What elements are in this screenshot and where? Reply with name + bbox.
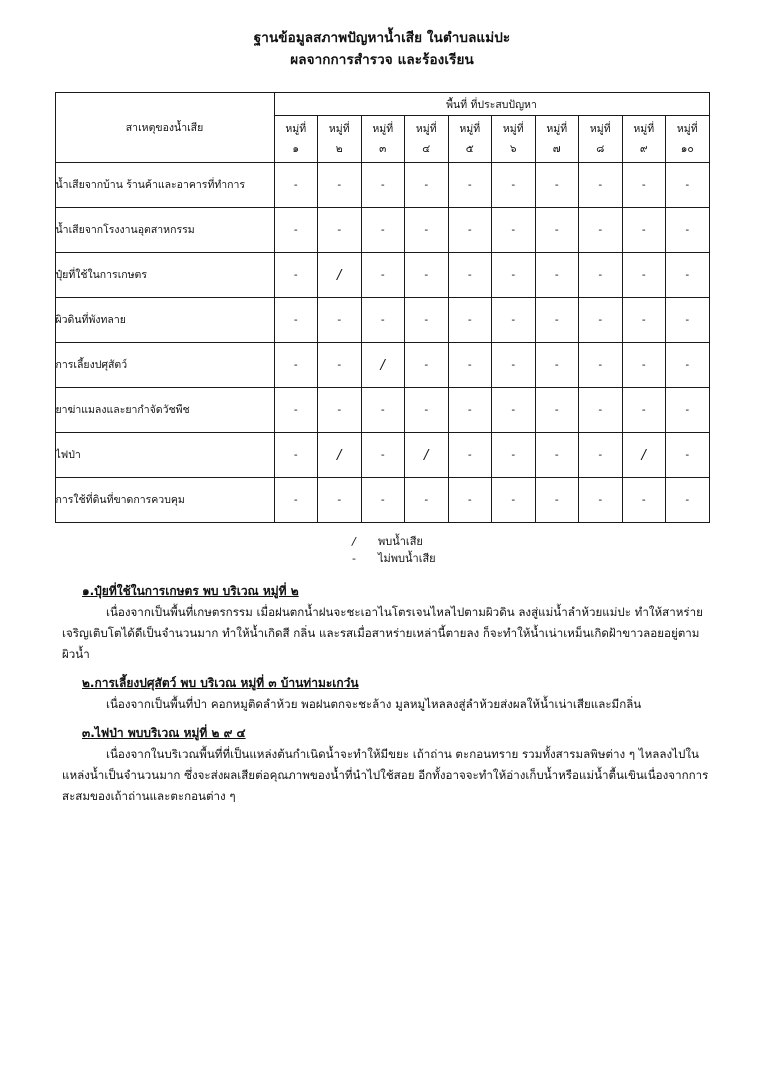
not-found-mark: - [293, 314, 298, 326]
mark-cell [666, 478, 710, 523]
cause-label: ยาฆ่าแมลงและยากำจัดวัชพืช [55, 388, 274, 433]
mark-cell [622, 478, 666, 523]
mark-cell [666, 163, 710, 208]
moo-label: หมู่ที่ [328, 122, 350, 135]
not-found-mark: - [685, 404, 690, 416]
found-mark: / [337, 447, 342, 463]
moo-number: ๕ [465, 142, 474, 155]
table-body [55, 163, 709, 523]
mark-cell [579, 478, 623, 523]
moo-number: ๑ [292, 142, 300, 155]
not-found-mark: - [598, 224, 603, 236]
found-mark: / [380, 357, 385, 373]
not-found-mark: - [641, 269, 646, 281]
legend-symbol: / [352, 535, 356, 548]
mark-cell [405, 433, 449, 478]
mark-cell [448, 388, 492, 433]
mark-cell [492, 478, 536, 523]
not-found-mark: - [380, 314, 385, 326]
not-found-mark: - [685, 269, 690, 281]
not-found-mark: - [554, 494, 559, 506]
cause-label: ไฟป่า [55, 433, 274, 478]
not-found-mark: - [293, 224, 298, 236]
mark-cell [622, 343, 666, 388]
not-found-mark: - [598, 494, 603, 506]
not-found-mark: - [598, 314, 603, 326]
not-found-mark: - [511, 404, 516, 416]
mark-cell [405, 163, 449, 208]
mark-cell [492, 253, 536, 298]
mark-cell [318, 208, 362, 253]
mark-cell [535, 208, 579, 253]
not-found-mark: - [685, 179, 690, 191]
column-header-moo-5 [448, 116, 492, 163]
not-found-mark: - [337, 359, 342, 371]
not-found-mark: - [380, 269, 385, 281]
cause-label: การเลี้ยงปศุสัตว์ [55, 343, 274, 388]
mark-cell [361, 433, 405, 478]
not-found-mark: - [424, 179, 429, 191]
not-found-mark: - [641, 179, 646, 191]
column-header-moo-6 [492, 116, 536, 163]
not-found-mark: - [293, 269, 298, 281]
not-found-mark: - [685, 359, 690, 371]
not-found-mark: - [380, 224, 385, 236]
column-header-moo-10 [666, 116, 710, 163]
not-found-mark: - [424, 224, 429, 236]
moo-number: ๑๐ [680, 142, 694, 155]
mark-cell [361, 298, 405, 343]
not-found-mark: - [554, 314, 559, 326]
not-found-mark: - [554, 179, 559, 191]
not-found-mark: - [554, 449, 559, 461]
section-heading: ๓.ไฟป่า พบบริเวณ หมู่ที่ ๒ ๙ ๔ [82, 726, 246, 740]
wastewater-problem-table [55, 92, 710, 523]
legend-label: พบน้ำเสีย [378, 535, 423, 548]
moo-label: หมู่ที่ [676, 122, 698, 135]
moo-number: ๒ [335, 142, 343, 155]
not-found-mark: - [380, 404, 385, 416]
not-found-mark: - [554, 269, 559, 281]
not-found-mark: - [511, 179, 516, 191]
mark-cell [492, 343, 536, 388]
mark-cell [405, 253, 449, 298]
column-header-moo-9 [622, 116, 666, 163]
moo-label: หมู่ที่ [372, 122, 394, 135]
mark-cell [492, 433, 536, 478]
finding-section [62, 581, 720, 665]
not-found-mark: - [380, 494, 385, 506]
not-found-mark: - [511, 494, 516, 506]
moo-label: หมู่ที่ [285, 122, 307, 135]
mark-cell [535, 343, 579, 388]
not-found-mark: - [511, 359, 516, 371]
not-found-mark: - [685, 314, 690, 326]
not-found-mark: - [598, 179, 603, 191]
mark-cell [361, 208, 405, 253]
mark-cell [622, 163, 666, 208]
mark-cell [492, 163, 536, 208]
not-found-mark: - [554, 404, 559, 416]
mark-cell [579, 163, 623, 208]
mark-cell [405, 298, 449, 343]
table-row [55, 388, 709, 433]
table-row [55, 478, 709, 523]
found-mark: / [641, 447, 646, 463]
not-found-mark: - [293, 404, 298, 416]
mark-cell [405, 343, 449, 388]
mark-cell [579, 208, 623, 253]
mark-cell [274, 343, 318, 388]
table-row [55, 433, 709, 478]
not-found-mark: - [641, 224, 646, 236]
column-header-moo-2 [318, 116, 362, 163]
document-title-block [0, 0, 764, 70]
moo-number: ๙ [639, 142, 648, 155]
mark-cell [448, 343, 492, 388]
not-found-mark: - [554, 359, 559, 371]
mark-cell [274, 298, 318, 343]
page-title: ฐานข้อมูลสภาพปัญหาน้ำเสีย ในตำบลแม่ปะ [253, 30, 511, 46]
not-found-mark: - [598, 449, 603, 461]
not-found-mark: - [293, 359, 298, 371]
not-found-mark: - [554, 224, 559, 236]
mark-cell [274, 253, 318, 298]
legend-symbol: - [352, 552, 356, 565]
mark-cell [666, 208, 710, 253]
not-found-mark: - [685, 224, 690, 236]
column-header-moo-8 [579, 116, 623, 163]
table-header [55, 93, 709, 163]
finding-section [62, 673, 720, 715]
mark-cell [666, 343, 710, 388]
not-found-mark: - [467, 224, 472, 236]
not-found-mark: - [641, 494, 646, 506]
not-found-mark: - [424, 359, 429, 371]
mark-cell [274, 388, 318, 433]
mark-cell [448, 298, 492, 343]
not-found-mark: - [511, 314, 516, 326]
mark-cell [535, 388, 579, 433]
mark-cell [274, 433, 318, 478]
section-heading: ๑.ปุ๋ยที่ใช้ในการเกษตร พบ บริเวณ หมู่ที่ ๒ [82, 584, 299, 598]
mark-cell [318, 478, 362, 523]
mark-cell [579, 388, 623, 433]
mark-cell [361, 343, 405, 388]
finding-section [62, 723, 720, 807]
mark-cell [361, 388, 405, 433]
moo-number: ๗ [552, 142, 561, 155]
section-paragraph: เนื่องจากเป็นพื้นที่ป่า คอกหมูติดลำห้วย พอฝนตกจะชะล้าง มูลหมูไหลลงสู่ลำห้วยส่งผลให้น้ำเน่าเสียและมีกลิ่น [106, 697, 642, 711]
not-found-mark: - [380, 179, 385, 191]
mark-cell [318, 388, 362, 433]
moo-number: ๓ [379, 142, 387, 155]
not-found-mark: - [337, 224, 342, 236]
mark-cell [274, 163, 318, 208]
mark-cell [448, 478, 492, 523]
cause-label: ปุ๋ยที่ใช้ในการเกษตร [55, 253, 274, 298]
mark-cell [405, 478, 449, 523]
not-found-mark: - [424, 494, 429, 506]
moo-label: หมู่ที่ [546, 122, 568, 135]
not-found-mark: - [685, 449, 690, 461]
mark-cell [622, 208, 666, 253]
mark-cell [622, 253, 666, 298]
moo-number: ๔ [422, 142, 431, 155]
moo-label: หมู่ที่ [415, 122, 437, 135]
not-found-mark: - [641, 359, 646, 371]
not-found-mark: - [511, 449, 516, 461]
not-found-mark: - [467, 449, 472, 461]
mark-cell [579, 298, 623, 343]
not-found-mark: - [598, 359, 603, 371]
not-found-mark: - [641, 404, 646, 416]
mark-cell [622, 298, 666, 343]
mark-cell [318, 163, 362, 208]
mark-cell [405, 388, 449, 433]
mark-cell [318, 433, 362, 478]
mark-cell [579, 253, 623, 298]
mark-cell [318, 298, 362, 343]
mark-cell [666, 433, 710, 478]
mark-cell [274, 478, 318, 523]
moo-number: ๘ [596, 142, 605, 155]
not-found-mark: - [467, 404, 472, 416]
mark-cell [535, 433, 579, 478]
cause-label: น้ำเสียจากโรงงานอุตสาหกรรม [55, 208, 274, 253]
table-header-row-top [55, 93, 709, 116]
not-found-mark: - [380, 449, 385, 461]
mark-cell [535, 163, 579, 208]
moo-number: ๖ [509, 142, 517, 155]
cause-label: ผิวดินที่พังทลาย [55, 298, 274, 343]
mark-cell [666, 253, 710, 298]
table-row [55, 298, 709, 343]
mark-cell [666, 298, 710, 343]
mark-cell [492, 388, 536, 433]
table-row [55, 208, 709, 253]
not-found-mark: - [293, 449, 298, 461]
not-found-mark: - [424, 269, 429, 281]
mark-cell [361, 253, 405, 298]
mark-cell [448, 208, 492, 253]
table-row [55, 163, 709, 208]
mark-cell [492, 208, 536, 253]
moo-label: หมู่ที่ [633, 122, 655, 135]
not-found-mark: - [467, 269, 472, 281]
column-header-cause: สาเหตุของน้ำเสีย [55, 93, 274, 163]
table-row [55, 343, 709, 388]
mark-cell [405, 208, 449, 253]
not-found-mark: - [424, 404, 429, 416]
mark-cell [579, 343, 623, 388]
mark-cell [622, 388, 666, 433]
not-found-mark: - [337, 404, 342, 416]
mark-cell [535, 478, 579, 523]
not-found-mark: - [293, 494, 298, 506]
not-found-mark: - [511, 269, 516, 281]
section-heading: ๒.การเลี้ยงปศุสัตว์ พบ บริเวณ หมู่ที่ ๓ บ้านท่ามะเกว๋น [82, 676, 359, 690]
column-header-moo-3 [361, 116, 405, 163]
page-subtitle: ผลจากการสำรวจ และร้องเรียน [290, 52, 474, 68]
not-found-mark: - [424, 314, 429, 326]
section-paragraph: เนื่องจากในบริเวณพื้นที่ที่เป็นแหล่งต้นกำเนิดน้ำจะทำให้มีขยะ เถ้าถ่าน ตะกอนทราย รวมทั้งสารมลพิษต่าง ๆ ไหลลงไปในแหล่งน้ำเป็นจำนวนมาก ซึ่งจะส่งผลเสียต่อคุณภาพของน้ำที่นำไปใช้สอย อีกทั้งอาจจะทำให้อ่างเก็บน้ำหรือแม่น้ำตื้นเขินเนื่องจากการสะสมของเถ้าถ่านและตะกอนต่าง ๆ [62, 747, 709, 803]
not-found-mark: - [467, 359, 472, 371]
not-found-mark: - [467, 494, 472, 506]
not-found-mark: - [337, 179, 342, 191]
cause-label: น้ำเสียจากบ้าน ร้านค้าและอาคารที่ทำการ [55, 163, 274, 208]
not-found-mark: - [598, 269, 603, 281]
legend-label: ไม่พบน้ำเสีย [378, 552, 436, 565]
column-header-moo-7 [535, 116, 579, 163]
not-found-mark: - [467, 314, 472, 326]
mark-cell [361, 163, 405, 208]
mark-cell [666, 388, 710, 433]
mark-cell [274, 208, 318, 253]
mark-cell [318, 253, 362, 298]
column-header-moo-1 [274, 116, 318, 163]
cause-label: การใช้ที่ดินที่ขาดการควบคุม [55, 478, 274, 523]
not-found-mark: - [511, 224, 516, 236]
not-found-mark: - [598, 404, 603, 416]
mark-cell [448, 253, 492, 298]
findings-sections [0, 581, 764, 807]
section-paragraph: เนื่องจากเป็นพื้นที่เกษตรกรรม เมื่อฝนตกน้ำฝนจะชะเอาไนโตรเจนไหลไปตามผิวดิน ลงสู่แม่น้ำลำห้วยแม่ปะ ทำให้สาหร่ายเจริญเติบโตได้ดีเป็นจำนวนมาก ทำให้น้ำเกิดสี กลิ่น และรสเมื่อสาหร่ายเหล่านี้ตายลง ก็จะทำให้น้ำเน่าเหม็นเกิดฝ้าขาวลอยอยู่ตามผิวน้ำ [62, 605, 703, 661]
not-found-mark: - [685, 494, 690, 506]
not-found-mark: - [467, 179, 472, 191]
column-header-area-group: พื้นที่ ที่ประสบปัญหา [274, 93, 709, 116]
column-header-moo-4 [405, 116, 449, 163]
not-found-mark: - [337, 494, 342, 506]
found-mark: / [337, 267, 342, 283]
mark-cell [361, 478, 405, 523]
mark-cell [448, 163, 492, 208]
mark-cell [622, 433, 666, 478]
mark-cell [579, 433, 623, 478]
mark-cell [535, 253, 579, 298]
legend-row [352, 550, 764, 567]
found-mark: / [424, 447, 429, 463]
legend-row [352, 533, 764, 550]
mark-cell [492, 298, 536, 343]
mark-cell [535, 298, 579, 343]
not-found-mark: - [641, 314, 646, 326]
not-found-mark: - [337, 314, 342, 326]
moo-label: หมู่ที่ [502, 122, 524, 135]
table-row [55, 253, 709, 298]
legend [0, 533, 764, 567]
not-found-mark: - [293, 179, 298, 191]
mark-cell [318, 343, 362, 388]
moo-label: หมู่ที่ [589, 122, 611, 135]
mark-cell [448, 433, 492, 478]
moo-label: หมู่ที่ [459, 122, 481, 135]
